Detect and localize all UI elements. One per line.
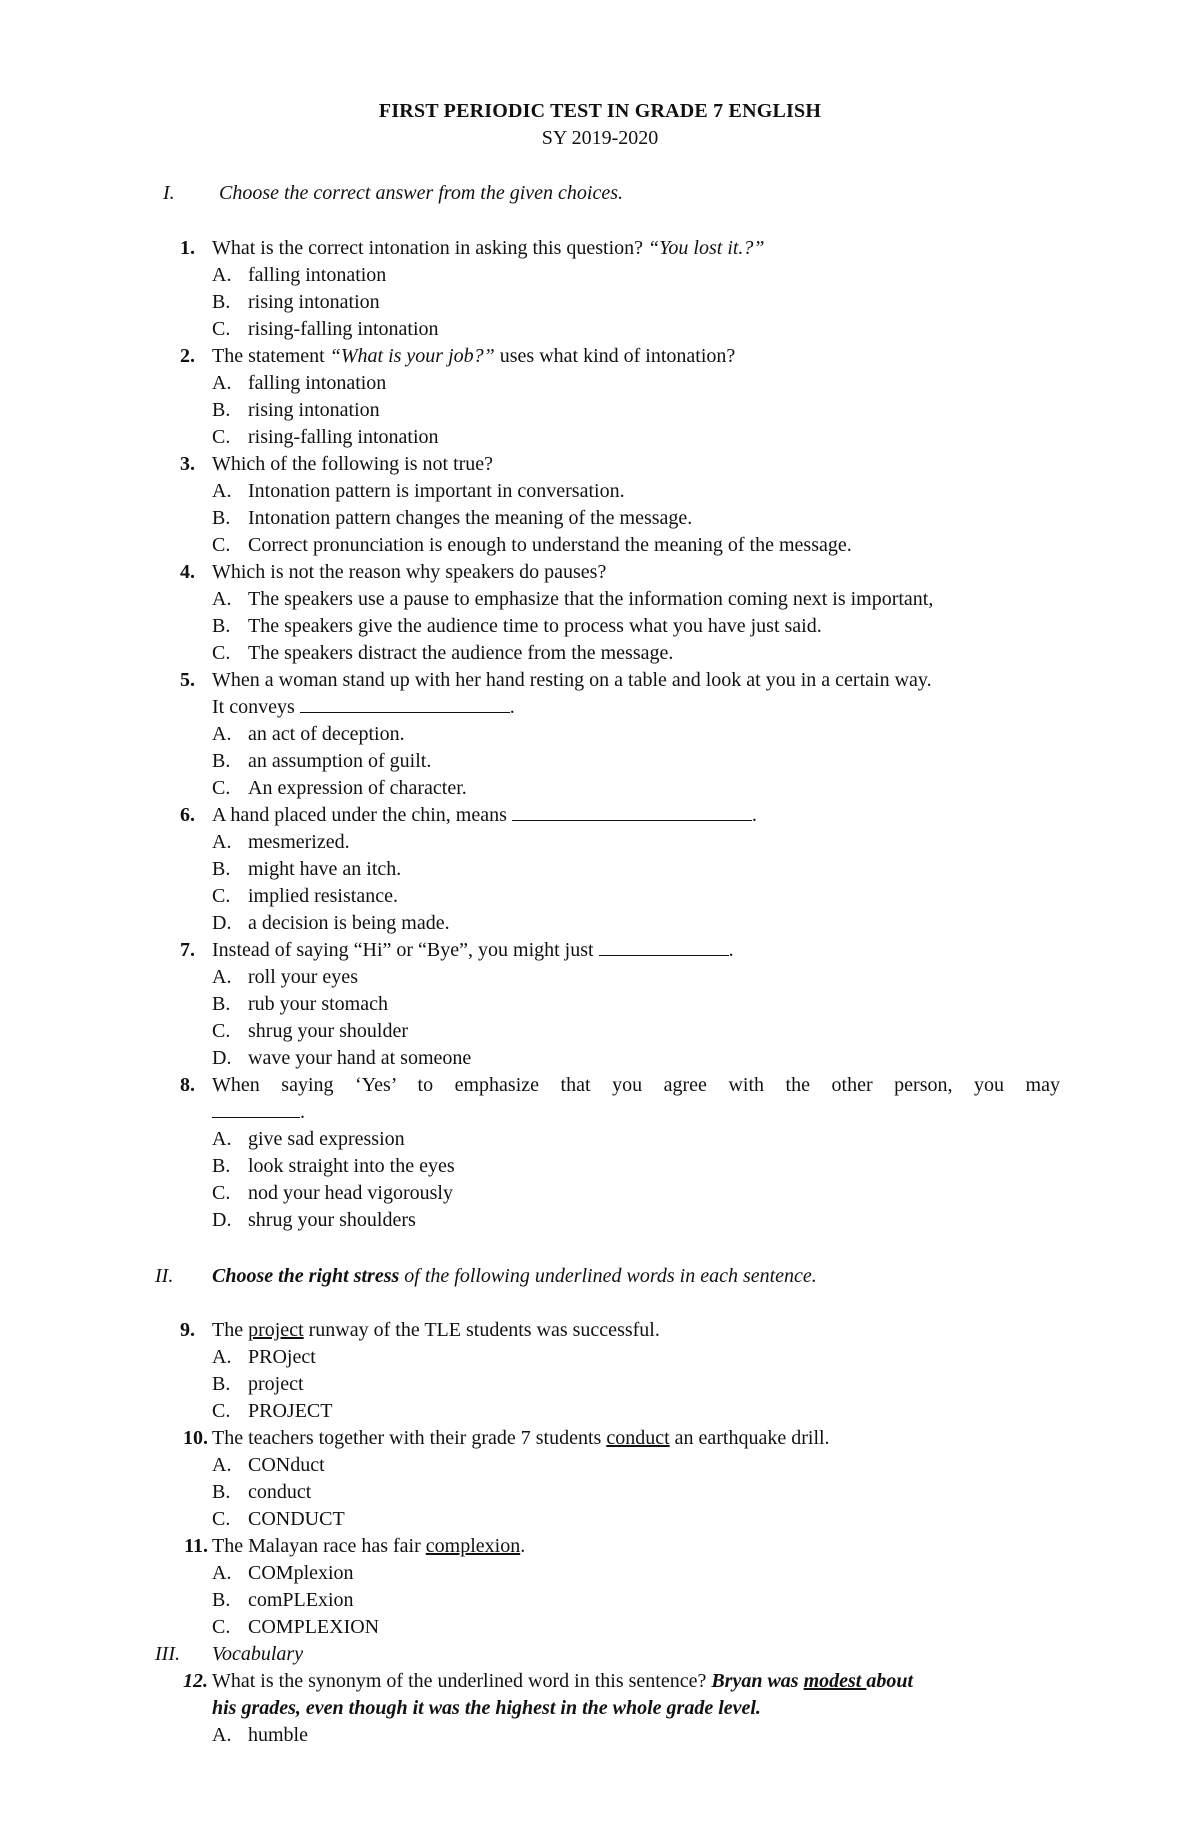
question-text-continued: It conveys .	[212, 696, 515, 718]
question-text: What is the correct intonation in asking this question? “You lost it.?”	[212, 237, 765, 259]
question-text: The statement “What is your job?” uses what kind of intonation?	[212, 345, 736, 367]
question-number: 11.	[184, 1535, 208, 1557]
section-numeral: III.	[155, 1643, 180, 1665]
option: C. The speakers distract the audience from the message.	[212, 642, 674, 664]
section-instruction: Choose the correct answer from the given choices.	[219, 182, 623, 204]
option: A. Intonation pattern is important in conversation.	[212, 480, 625, 502]
section-numeral: II.	[155, 1265, 174, 1287]
question-text: Which of the following is not true?	[212, 453, 494, 475]
option: B. rising intonation	[212, 399, 380, 421]
question-number: 1.	[180, 237, 195, 259]
question-text: When a woman stand up with her hand resting on a table and look at you in a certain way.	[212, 669, 932, 691]
option: C. CONDUCT	[212, 1508, 345, 1530]
option: A. roll your eyes	[212, 966, 358, 988]
option: B. rising intonation	[212, 291, 380, 313]
question-number: 2.	[180, 345, 195, 367]
option: C. PROJECT	[212, 1400, 333, 1422]
option: C. implied resistance.	[212, 885, 398, 907]
option: A. humble	[212, 1724, 308, 1746]
option: A. falling intonation	[212, 372, 387, 394]
question-text: A hand placed under the chin, means .	[212, 804, 757, 826]
question-number: 3.	[180, 453, 195, 475]
question-text: The Malayan race has fair complexion.	[212, 1535, 526, 1557]
question-number: 8.	[180, 1074, 195, 1096]
option: C. Correct pronunciation is enough to understand the meaning of the message.	[212, 534, 852, 556]
question-text: What is the synonym of the underlined word in this sentence? Bryan was modest about	[212, 1670, 914, 1692]
option: A. falling intonation	[212, 264, 387, 286]
section-instruction: Choose the right stress of the following underlined words in each sentence.	[212, 1265, 817, 1287]
question-text: The project runway of the TLE students was successful.	[212, 1319, 660, 1341]
option: D. a decision is being made.	[212, 912, 450, 934]
question-number: 5.	[180, 669, 195, 691]
option: A. an act of deception.	[212, 723, 405, 745]
answer-blank	[599, 939, 729, 956]
option: B. conduct	[212, 1481, 312, 1503]
option: C. COMPLEXION	[212, 1616, 380, 1638]
section-numeral: I.	[163, 182, 175, 204]
option: D. shrug your shoulders	[212, 1209, 416, 1231]
question-text-continued: his grades, even though it was the highest in the whole grade level.	[212, 1697, 761, 1719]
option: C. rising-falling intonation	[212, 318, 439, 340]
option: A. CONduct	[212, 1454, 325, 1476]
question-text-continued: .	[212, 1101, 305, 1124]
option: C. rising-falling intonation	[212, 426, 439, 448]
question-text: Which is not the reason why speakers do pauses?	[212, 561, 607, 583]
option: C. An expression of character.	[212, 777, 467, 799]
question-number: 6.	[180, 804, 195, 826]
question-text: When saying ‘Yes’ to emphasize that you agree with the other person, you may	[212, 1074, 1060, 1096]
option: D. wave your hand at someone	[212, 1047, 472, 1069]
question-number: 7.	[180, 939, 195, 961]
answer-blank	[512, 804, 752, 821]
option: B. rub your stomach	[212, 993, 388, 1015]
option: A. give sad expression	[212, 1128, 405, 1150]
section-instruction: Vocabulary	[212, 1643, 304, 1665]
question-number: 9.	[180, 1319, 195, 1341]
answer-blank	[212, 1101, 300, 1118]
option: B. The speakers give the audience time to process what you have just said.	[212, 615, 822, 637]
option: C. shrug your shoulder	[212, 1020, 408, 1042]
page-title: FIRST PERIODIC TEST IN GRADE 7 ENGLISH	[378, 100, 822, 122]
option: B. project	[212, 1373, 304, 1395]
school-year: SY 2019-2020	[541, 127, 659, 149]
question-text: The teachers together with their grade 7 students conduct an earthquake drill.	[212, 1427, 830, 1449]
question-number: 10.	[183, 1427, 208, 1449]
option: B. might have an itch.	[212, 858, 402, 880]
option: B. Intonation pattern changes the meaning of the message.	[212, 507, 693, 529]
option: A. PROject	[212, 1346, 316, 1368]
option: B. comPLExion	[212, 1589, 354, 1611]
option: A. COMplexion	[212, 1562, 354, 1584]
option: A. mesmerized.	[212, 831, 350, 853]
answer-blank	[300, 696, 510, 713]
option: A. The speakers use a pause to emphasize that the information coming next is important,	[212, 588, 934, 610]
question-text: Instead of saying “Hi” or “Bye”, you might just .	[212, 939, 734, 961]
option: B. an assumption of guilt.	[212, 750, 432, 772]
option: B. look straight into the eyes	[212, 1155, 455, 1177]
question-number: 12.	[183, 1670, 208, 1692]
question-number: 4.	[180, 561, 195, 583]
option: C. nod your head vigorously	[212, 1182, 453, 1204]
